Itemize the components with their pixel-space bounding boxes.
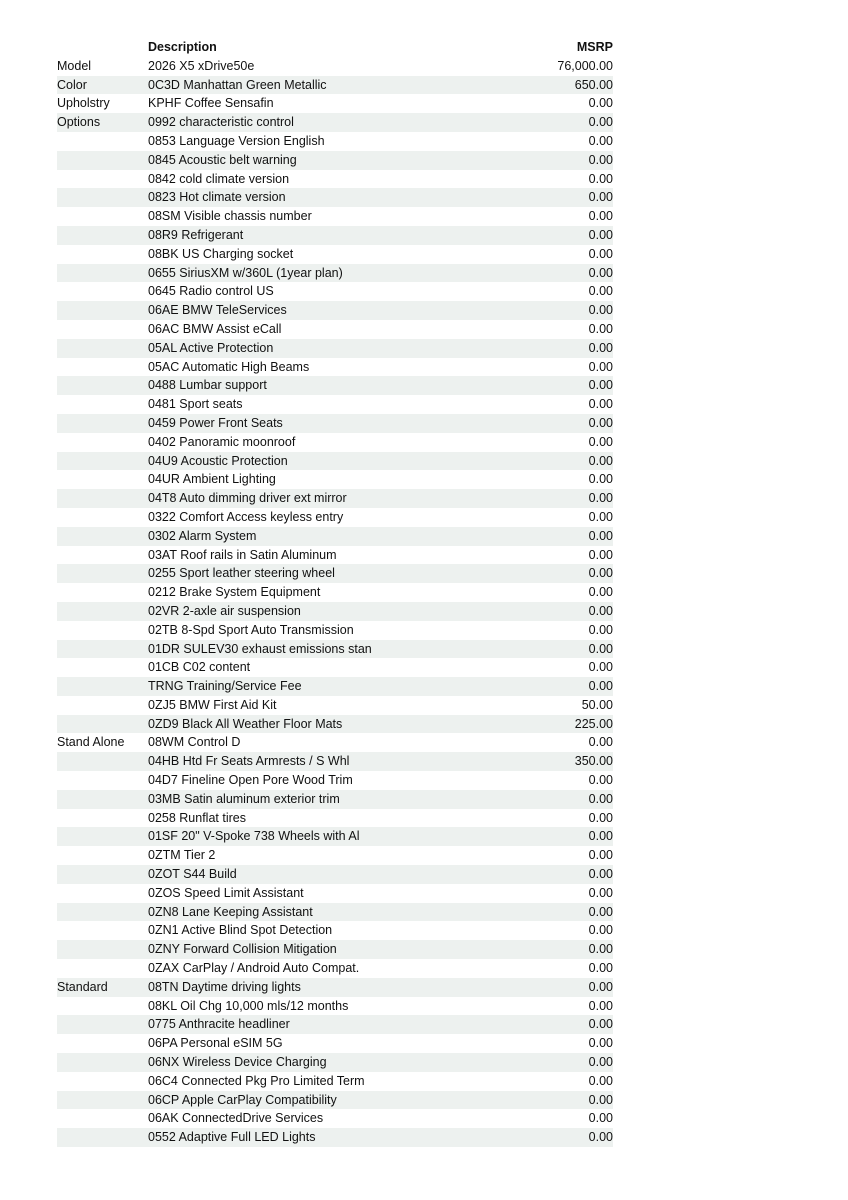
msrp-cell: 350.00: [522, 752, 613, 771]
table-body: [57, 57, 613, 1147]
table-row: [57, 621, 613, 640]
description-cell: 0302 Alarm System: [148, 527, 522, 546]
category-cell: [57, 170, 148, 189]
category-cell: [57, 677, 148, 696]
description-cell: 05AC Automatic High Beams: [148, 359, 310, 374]
msrp-cell: 0.00: [522, 903, 613, 922]
table-row: [57, 132, 613, 151]
msrp-cell: 0.00: [522, 489, 613, 508]
description-cell: 08KL Oil Chg 10,000 mls/12 months: [148, 998, 349, 1013]
description-cell: 08BK US Charging socket: [148, 246, 294, 261]
msrp-cell: 0.00: [588, 1036, 613, 1051]
table-row: [57, 809, 613, 828]
table-row: [57, 771, 613, 790]
table-row: [57, 414, 613, 433]
msrp-cell: 0.00: [588, 321, 613, 336]
table-row: [57, 1015, 613, 1034]
category-cell: [57, 846, 148, 865]
description-cell: 04T8 Auto dimming driver ext mirror: [148, 489, 522, 508]
category-cell: [57, 188, 148, 207]
category-cell: [57, 282, 148, 301]
category-cell: [57, 827, 148, 846]
table-row: [57, 395, 613, 414]
msrp-cell: 0.00: [522, 376, 613, 395]
table-row: [57, 846, 613, 865]
description-cell: 0992 characteristic control: [148, 113, 522, 132]
category-cell: [57, 715, 148, 734]
description-cell: 08WM Control D: [148, 735, 241, 750]
table-row: [57, 640, 613, 659]
description-cell: 06AC BMW Assist eCall: [148, 321, 282, 336]
description-cell: 04D7 Fineline Open Pore Wood Trim: [148, 773, 353, 788]
msrp-cell: 0.00: [522, 1091, 613, 1110]
description-cell: 0322 Comfort Access keyless entry: [148, 509, 344, 524]
table-row: [57, 188, 613, 207]
description-cell: 0481 Sport seats: [148, 397, 243, 412]
msrp-cell: 0.00: [588, 509, 613, 524]
table-row: [57, 940, 613, 959]
description-cell: 01CB C02 content: [148, 660, 251, 675]
table-row: [57, 1053, 613, 1072]
description-cell: 06AK ConnectedDrive Services: [148, 1111, 324, 1126]
category-cell: [57, 245, 148, 264]
msrp-cell: 0.00: [588, 885, 613, 900]
category-cell: Color: [57, 76, 148, 95]
category-cell: [57, 151, 148, 170]
description-cell: 0C3D Manhattan Green Metallic: [148, 76, 522, 95]
msrp-cell: 0.00: [588, 284, 613, 299]
msrp-cell: 0.00: [522, 677, 613, 696]
msrp-cell: 0.00: [522, 865, 613, 884]
description-cell: 05AL Active Protection: [148, 339, 522, 358]
category-cell: [57, 1072, 148, 1091]
table-row: [57, 997, 613, 1016]
description-cell: 0ZOT S44 Build: [148, 865, 522, 884]
description-cell: 04U9 Acoustic Protection: [148, 452, 522, 471]
table-row: [57, 959, 613, 978]
description-cell: 0ZN1 Active Blind Spot Detection: [148, 923, 333, 938]
description-cell: 01SF 20" V-Spoke 738 Wheels with Al: [148, 827, 522, 846]
msrp-cell: 0.00: [588, 434, 613, 449]
msrp-cell: 0.00: [588, 209, 613, 224]
category-cell: [57, 1015, 148, 1034]
category-cell: Stand Alone: [57, 735, 125, 750]
header-category-cell: [57, 38, 148, 57]
table-row: [57, 677, 613, 696]
msrp-cell: 0.00: [522, 113, 613, 132]
description-cell: 0ZD9 Black All Weather Floor Mats: [148, 715, 522, 734]
description-cell: 0ZJ5 BMW First Aid Kit: [148, 697, 277, 712]
msrp-cell: 0.00: [588, 848, 613, 863]
table-row: [57, 151, 613, 170]
table-row: [57, 827, 613, 846]
description-cell: KPHF Coffee Sensafin: [148, 96, 274, 111]
category-cell: [57, 640, 148, 659]
msrp-cell: 0.00: [522, 414, 613, 433]
description-cell: 06AE BMW TeleServices: [148, 301, 522, 320]
table-row: [57, 865, 613, 884]
description-cell: 0645 Radio control US: [148, 284, 274, 299]
table-row: [57, 301, 613, 320]
msrp-cell: 0.00: [588, 773, 613, 788]
category-cell: [57, 997, 148, 1016]
table-row: [57, 207, 613, 226]
category-cell: [57, 903, 148, 922]
category-cell: [57, 207, 148, 226]
msrp-cell: 0.00: [522, 527, 613, 546]
description-cell: 0ZTM Tier 2: [148, 848, 216, 863]
description-cell: 01DR SULEV30 exhaust emissions stan: [148, 640, 522, 659]
table-row: [57, 57, 613, 76]
msrp-cell: 0.00: [588, 472, 613, 487]
table-row: [57, 1034, 613, 1053]
table-row: [57, 452, 613, 471]
description-cell: 0ZNY Forward Collision Mitigation: [148, 940, 522, 959]
table-row: [57, 170, 613, 189]
table-row: [57, 1128, 613, 1147]
table-row: [57, 583, 613, 602]
description-cell: TRNG Training/Service Fee: [148, 677, 522, 696]
description-cell: 02TB 8-Spd Sport Auto Transmission: [148, 622, 354, 637]
category-cell: [57, 583, 148, 602]
category-cell: Standard: [57, 978, 148, 997]
table-row: [57, 358, 613, 377]
category-cell: [57, 921, 148, 940]
category-cell: [57, 527, 148, 546]
table-row: [57, 790, 613, 809]
msrp-cell: 0.00: [588, 810, 613, 825]
msrp-cell: 650.00: [522, 76, 613, 95]
category-cell: [57, 414, 148, 433]
category-cell: [57, 433, 148, 452]
description-cell: 08TN Daytime driving lights: [148, 978, 522, 997]
msrp-cell: 0.00: [522, 264, 613, 283]
table-row: [57, 921, 613, 940]
table-row: [57, 264, 613, 283]
category-cell: [57, 809, 148, 828]
description-cell: 0ZN8 Lane Keeping Assistant: [148, 903, 522, 922]
category-cell: [57, 865, 148, 884]
description-cell: 03MB Satin aluminum exterior trim: [148, 790, 522, 809]
category-cell: [57, 564, 148, 583]
msrp-cell: 225.00: [522, 715, 613, 734]
description-cell: 04UR Ambient Lighting: [148, 472, 276, 487]
table-row: [57, 733, 613, 752]
category-cell: [57, 1128, 148, 1147]
table-row: [57, 76, 613, 95]
description-cell: 0842 cold climate version: [148, 171, 290, 186]
msrp-cell: 0.00: [588, 547, 613, 562]
msrp-cell: 0.00: [522, 978, 613, 997]
category-cell: [57, 508, 148, 527]
table-row: [57, 696, 613, 715]
msrp-cell: 0.00: [522, 1015, 613, 1034]
category-cell: [57, 771, 148, 790]
description-cell: 0402 Panoramic moonroof: [148, 434, 296, 449]
category-cell: Upholstry: [57, 96, 110, 111]
msrp-cell: 0.00: [588, 96, 613, 111]
table-row: [57, 1072, 613, 1091]
table-row: [57, 94, 613, 113]
msrp-cell: 0.00: [588, 1111, 613, 1126]
table-row: [57, 433, 613, 452]
description-cell: 0853 Language Version English: [148, 133, 325, 148]
category-cell: [57, 658, 148, 677]
description-cell: 0655 SiriusXM w/360L (1year plan): [148, 264, 522, 283]
table-row: [57, 320, 613, 339]
msrp-cell: 0.00: [522, 226, 613, 245]
description-cell: 0258 Runflat tires: [148, 810, 246, 825]
msrp-cell: 0.00: [588, 660, 613, 675]
table-row: [57, 546, 613, 565]
msrp-cell: 0.00: [522, 1053, 613, 1072]
table-row: [57, 508, 613, 527]
category-cell: [57, 376, 148, 395]
category-cell: [57, 940, 148, 959]
table-row: [57, 1091, 613, 1110]
msrp-cell: 0.00: [588, 998, 613, 1013]
description-cell: 04HB Htd Fr Seats Armrests / S Whl: [148, 752, 522, 771]
description-cell: 0775 Anthracite headliner: [148, 1015, 522, 1034]
table-row: [57, 489, 613, 508]
category-cell: [57, 959, 148, 978]
description-cell: 0823 Hot climate version: [148, 188, 522, 207]
category-cell: [57, 301, 148, 320]
description-cell: 02VR 2-axle air suspension: [148, 602, 522, 621]
category-cell: Options: [57, 113, 148, 132]
msrp-cell: 76,000.00: [557, 58, 613, 73]
table-row: [57, 376, 613, 395]
category-cell: [57, 339, 148, 358]
table-row: [57, 527, 613, 546]
category-cell: Model: [57, 58, 92, 73]
description-cell: 0212 Brake System Equipment: [148, 585, 321, 600]
msrp-cell: 0.00: [588, 735, 613, 750]
header-description-cell: Description: [148, 40, 217, 54]
msrp-cell: 0.00: [588, 585, 613, 600]
description-cell: 0488 Lumbar support: [148, 376, 522, 395]
category-cell: [57, 790, 148, 809]
msrp-cell: 0.00: [522, 564, 613, 583]
category-cell: [57, 320, 148, 339]
msrp-cell: 0.00: [522, 790, 613, 809]
category-cell: [57, 1053, 148, 1072]
description-cell: 0552 Adaptive Full LED Lights: [148, 1128, 522, 1147]
msrp-cell: 0.00: [588, 133, 613, 148]
description-cell: 0ZAX CarPlay / Android Auto Compat.: [148, 961, 360, 976]
description-cell: 08SM Visible chassis number: [148, 209, 312, 224]
msrp-cell: 0.00: [522, 339, 613, 358]
msrp-cell: 0.00: [588, 171, 613, 186]
category-cell: [57, 489, 148, 508]
table-row: [57, 245, 613, 264]
category-cell: [57, 1109, 148, 1128]
description-cell: 06CP Apple CarPlay Compatibility: [148, 1091, 522, 1110]
category-cell: [57, 452, 148, 471]
table-row: [57, 715, 613, 734]
description-cell: 06NX Wireless Device Charging: [148, 1053, 522, 1072]
header-msrp-cell: MSRP: [576, 40, 613, 54]
category-cell: [57, 395, 148, 414]
msrp-cell: 0.00: [588, 1073, 613, 1088]
table-row: [57, 113, 613, 132]
category-cell: [57, 696, 148, 715]
category-cell: [57, 264, 148, 283]
category-cell: [57, 1091, 148, 1110]
msrp-cell: 0.00: [522, 640, 613, 659]
msrp-cell: 0.00: [522, 1128, 613, 1147]
description-cell: 0255 Sport leather steering wheel: [148, 564, 522, 583]
description-cell: 03AT Roof rails in Satin Aluminum: [148, 547, 337, 562]
table-row: [57, 470, 613, 489]
table-row: [57, 226, 613, 245]
msrp-cell: 0.00: [588, 961, 613, 976]
msrp-cell: 0.00: [522, 452, 613, 471]
description-cell: 0459 Power Front Seats: [148, 414, 522, 433]
description-cell: 2026 X5 xDrive50e: [148, 58, 255, 73]
category-cell: [57, 226, 148, 245]
msrp-cell: 50.00: [581, 697, 613, 712]
description-cell: 08R9 Refrigerant: [148, 226, 522, 245]
category-cell: [57, 602, 148, 621]
description-cell: 0845 Acoustic belt warning: [148, 151, 522, 170]
table-row: [57, 903, 613, 922]
category-cell: [57, 132, 148, 151]
msrp-cell: 0.00: [522, 151, 613, 170]
category-cell: [57, 752, 148, 771]
msrp-cell: 0.00: [588, 359, 613, 374]
table-header-row: [57, 38, 613, 57]
category-cell: [57, 358, 148, 377]
description-cell: 06C4 Connected Pkg Pro Limited Term: [148, 1073, 365, 1088]
msrp-cell: 0.00: [522, 940, 613, 959]
msrp-cell: 0.00: [588, 246, 613, 261]
table-row: [57, 658, 613, 677]
msrp-cell: 0.00: [522, 188, 613, 207]
category-cell: [57, 1034, 148, 1053]
msrp-cell: 0.00: [522, 827, 613, 846]
msrp-cell: 0.00: [588, 622, 613, 637]
description-cell: 0ZOS Speed Limit Assistant: [148, 885, 304, 900]
msrp-cell: 0.00: [522, 602, 613, 621]
category-cell: [57, 470, 148, 489]
table-row: [57, 282, 613, 301]
category-cell: [57, 621, 148, 640]
category-cell: [57, 884, 148, 903]
table-row: [57, 339, 613, 358]
table-row: [57, 602, 613, 621]
msrp-cell: 0.00: [588, 923, 613, 938]
vehicle-options-table: [57, 38, 613, 1147]
msrp-cell: 0.00: [522, 301, 613, 320]
description-cell: 06PA Personal eSIM 5G: [148, 1036, 283, 1051]
table-row: [57, 978, 613, 997]
msrp-cell: 0.00: [588, 397, 613, 412]
table-row: [57, 752, 613, 771]
table-row: [57, 1109, 613, 1128]
table-row: [57, 564, 613, 583]
table-row: [57, 884, 613, 903]
category-cell: [57, 546, 148, 565]
